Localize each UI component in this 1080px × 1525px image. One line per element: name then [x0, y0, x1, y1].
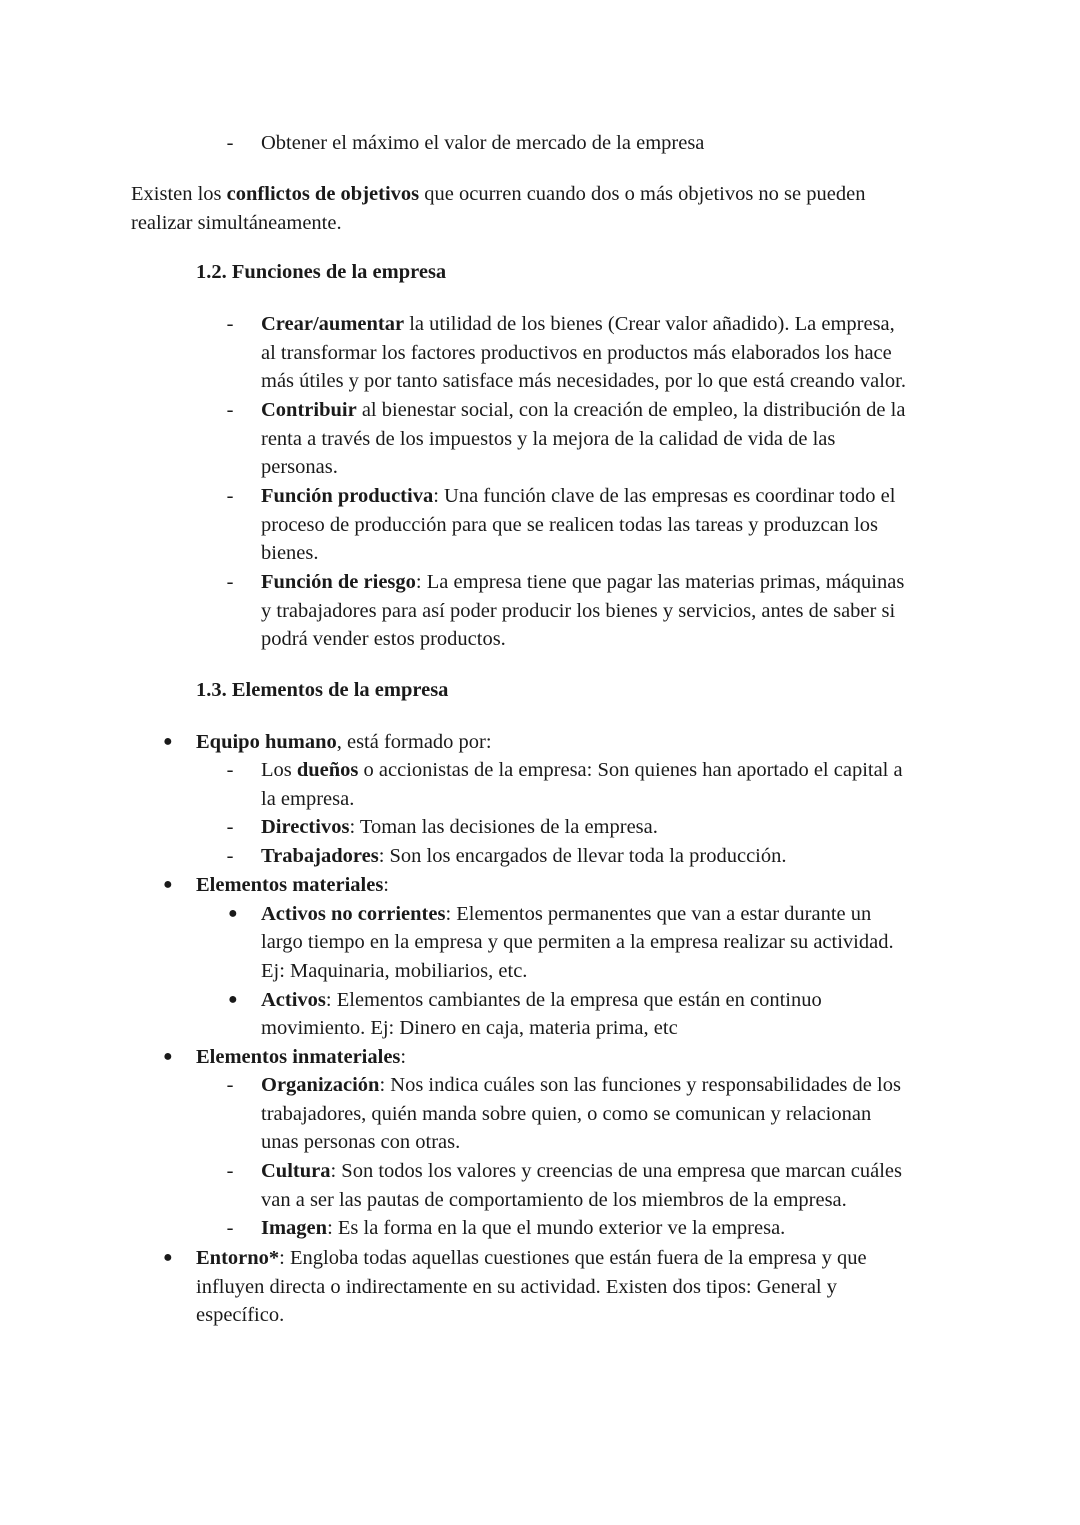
- dash-marker: -: [226, 1160, 234, 1182]
- elemento-materiales: [196, 871, 389, 900]
- bold-term: Contribuir: [261, 399, 357, 421]
- text: : Toman las decisiones de la empresa.: [349, 816, 658, 838]
- text: :: [383, 874, 389, 896]
- bullet-marker: ●: [228, 991, 238, 1008]
- bullet-marker: ●: [163, 1048, 173, 1065]
- dash-marker: -: [226, 1074, 234, 1096]
- text-line: movimiento. Ej: Dinero en caja, materia prima, etc: [261, 1017, 678, 1039]
- bold-term: Función productiva: [261, 485, 434, 507]
- conflict-paragraph-line1: [131, 180, 865, 209]
- text: : Elementos permanentes que van a estar durante un: [445, 903, 872, 925]
- bold-term: Equipo humano: [196, 731, 337, 753]
- text: : Son los encargados de llevar toda la producción.: [378, 845, 787, 867]
- conflict-paragraph-line2: realizar simultáneamente.: [131, 212, 342, 234]
- bold-term: Activos no corrientes: [261, 903, 446, 925]
- section-heading-1-3: 1.3. Elementos de la empresa: [196, 679, 449, 701]
- text-line: personas.: [261, 456, 338, 478]
- materiales-item-activos-no-corrientes: [261, 900, 871, 929]
- bold-term: Elementos inmateriales: [196, 1046, 401, 1068]
- bold-term: Función de riesgo: [261, 571, 416, 593]
- text-line: largo tiempo en la empresa y que permiten a la empresa realizar su actividad.: [261, 931, 894, 953]
- text: al bienestar social, con la creación de empleo, la distribución de la: [356, 399, 906, 421]
- funcion-item-contribuir: [261, 396, 905, 425]
- text: : Son todos los valores y creencias de una empresa que marcan cuáles: [330, 1160, 903, 1182]
- text-line: van a ser las pautas de comportamiento de los miembros de la empresa.: [261, 1189, 847, 1211]
- dash-marker: -: [226, 816, 234, 838]
- bullet-marker: ●: [163, 733, 173, 750]
- funcion-item-productiva: [261, 482, 895, 511]
- dash-marker: -: [226, 132, 234, 154]
- funcion-item-riesgo: [261, 568, 904, 597]
- bold-term: Imagen: [261, 1217, 328, 1239]
- equipo-item-directivos: [261, 813, 658, 842]
- text: , está formado por:: [336, 731, 492, 753]
- text: Existen los: [131, 183, 227, 205]
- bold-term: Cultura: [261, 1160, 331, 1182]
- bullet-marker: ●: [163, 876, 173, 893]
- dash-marker: -: [226, 845, 234, 867]
- dash-marker: -: [226, 399, 234, 421]
- bold-term: Trabajadores: [261, 845, 379, 867]
- bullet-marker: ●: [228, 905, 238, 922]
- bold-term: Organización: [261, 1074, 380, 1096]
- bold-term: dueños: [296, 759, 359, 781]
- text-line: específico.: [196, 1304, 285, 1326]
- equipo-item-duenos: [261, 756, 903, 785]
- elemento-equipo-humano: [196, 728, 492, 757]
- text: : Engloba todas aquellas cuestiones que están fuera de la empresa y que: [279, 1247, 867, 1269]
- text-line: Ej: Maquinaria, mobiliarios, etc.: [261, 960, 528, 982]
- text: : Una función clave de las empresas es coordinar todo el: [433, 485, 896, 507]
- text: o accionistas de la empresa: Son quienes han aportado el capital a: [358, 759, 903, 781]
- dash-marker: -: [226, 759, 234, 781]
- dash-marker: -: [226, 1217, 234, 1239]
- bold-term: Directivos: [261, 816, 350, 838]
- materiales-item-activos: [261, 986, 822, 1015]
- bold-term: Elementos materiales: [196, 874, 384, 896]
- funcion-item-crear: [261, 310, 895, 339]
- text: que ocurren cuando dos o más objetivos no se pueden: [419, 183, 866, 205]
- inmateriales-item-imagen: [261, 1214, 785, 1243]
- text-line: influyen directa o indirectamente en su actividad. Existen dos tipos: General y: [196, 1276, 837, 1298]
- bold-term: conflictos de objetivos: [226, 183, 420, 205]
- text: Los: [261, 759, 297, 781]
- dash-marker: -: [226, 571, 234, 593]
- text-line: al transformar los factores productivos en productos más elaborados los hace: [261, 342, 892, 364]
- equipo-item-trabajadores: [261, 842, 787, 871]
- inmateriales-item-cultura: [261, 1157, 902, 1186]
- text-line: proceso de producción para que se realicen todas las tareas y produzcan los: [261, 514, 879, 536]
- text: : Elementos cambiantes de la empresa que están en continuo: [325, 989, 822, 1011]
- elemento-inmateriales: [196, 1043, 406, 1072]
- text-line: y trabajadores para así poder producir los bienes y servicios, antes de saber si: [261, 600, 896, 622]
- text: la utilidad de los bienes (Crear valor añadido). La empresa,: [404, 313, 895, 335]
- dash-marker: -: [226, 485, 234, 507]
- text-line: unas personas con otras.: [261, 1131, 461, 1153]
- bold-term: Activos: [261, 989, 326, 1011]
- text-line: bienes.: [261, 542, 319, 564]
- elemento-entorno: [196, 1244, 867, 1273]
- text-line: renta a través de los impuestos y la mejora de la calidad de vida de las: [261, 428, 836, 450]
- text-line: trabajadores, quién manda sobre quien, o como se comunican y relacionan: [261, 1103, 872, 1125]
- section-heading-1-2: 1.2. Funciones de la empresa: [196, 261, 447, 283]
- inmateriales-item-organizacion: [261, 1071, 901, 1100]
- text: : Es la forma en la que el mundo exterior ve la empresa.: [327, 1217, 786, 1239]
- bold-term: Entorno*: [196, 1247, 280, 1269]
- text: :: [400, 1046, 407, 1068]
- bullet-marker: ●: [163, 1249, 173, 1266]
- bold-term: Crear/aumentar: [261, 313, 405, 335]
- text-line: más útiles y por tanto satisface más necesidades, por lo que está creando valor.: [261, 370, 906, 392]
- list-item-obtener: Obtener el máximo el valor de mercado de la empresa: [261, 132, 705, 154]
- text-line: podrá vender estos productos.: [261, 628, 506, 650]
- dash-marker: -: [226, 313, 234, 335]
- text-line: la empresa.: [261, 788, 355, 810]
- text: : Nos indica cuáles son las funciones y responsabilidades de los: [379, 1074, 901, 1096]
- text: : La empresa tiene que pagar las materias primas, máquinas: [415, 571, 905, 593]
